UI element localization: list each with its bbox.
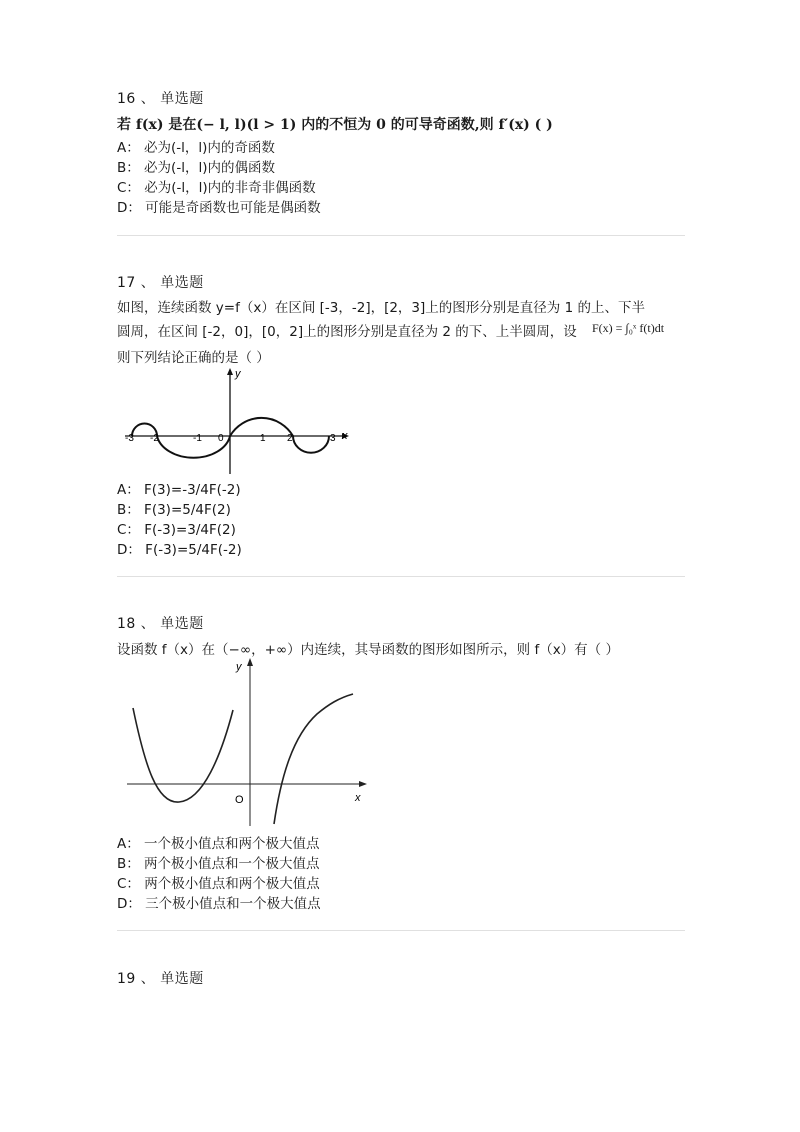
question-16-option-c[interactable]: C： 必为(-l，l)内的非奇非偶函数 (117, 180, 316, 196)
question-18-option-d[interactable]: D： 三个极小值点和一个极大值点 (117, 896, 321, 912)
question-18-option-b[interactable]: B： 两个极小值点和一个极大值点 (117, 856, 320, 872)
graph17-tick-label: 3 (330, 433, 336, 444)
question-17-stem-line-1: 如图，连续函数 y=f（x）在区间 [-3，-2]，[2，3]上的图形分别是直径为 1 的上、下半 (117, 300, 645, 316)
divider (117, 930, 685, 931)
question-17-option-b[interactable]: B： F(3)=5/4F(2) (117, 502, 231, 518)
question-17-option-c[interactable]: C： F(-3)=3/4F(2) (117, 522, 236, 538)
divider (117, 235, 685, 236)
question-17-integral-formula: F(x) = ∫₀ˣ f(t)dt (592, 321, 665, 335)
question-16-option-b[interactable]: B： 必为(-l，l)内的偶函数 (117, 160, 275, 176)
question-18-option-c[interactable]: C： 两个极小值点和两个极大值点 (117, 876, 320, 892)
question-18-graph (117, 656, 369, 828)
question-16-option-d[interactable]: D： 可能是奇函数也可能是偶函数 (117, 200, 321, 216)
graph17-tick-label: 0 (218, 433, 224, 444)
question-18-stem: 设函数 f（x）在（−∞，+∞）内连续，其导函数的图形如图所示，则 f（x）有（ ） (117, 642, 619, 658)
graph17-tick-label: 1 (260, 433, 266, 444)
graph17-x-label: x (342, 430, 348, 442)
graph17-tick-label: -1 (193, 433, 202, 444)
question-18-header: 18 、 单选题 (117, 616, 204, 632)
divider (117, 576, 685, 577)
question-17-graph (117, 366, 357, 478)
question-16-stem: 若 f(x) 是在(− l, l)(l > 1) 内的不恒为 0 的可导奇函数,则 f′(x) ( ) (117, 117, 553, 133)
question-17-option-a[interactable]: A： F(3)=-3/4F(-2) (117, 482, 241, 498)
question-18-option-a[interactable]: A： 一个极小值点和两个极大值点 (117, 836, 320, 852)
graph18-y-label: y (236, 661, 242, 673)
question-16-header: 16 、 单选题 (117, 91, 204, 107)
graph17-tick-label: -3 (125, 433, 134, 444)
question-17-option-d[interactable]: D： F(-3)=5/4F(-2) (117, 542, 242, 558)
question-17-stem-line-3: 则下列结论正确的是（ ） (117, 350, 270, 366)
graph17-tick-label: 2 (287, 433, 293, 444)
graph17-y-label: y (235, 368, 241, 380)
question-17-header: 17 、 单选题 (117, 275, 204, 291)
graph18-origin-label: O (235, 794, 244, 806)
question-16-option-a[interactable]: A： 必为(-l，l)内的奇函数 (117, 140, 275, 156)
graph18-x-label: x (355, 792, 361, 804)
graph17-tick-label: -2 (150, 433, 159, 444)
question-19-header: 19 、 单选题 (117, 971, 204, 987)
question-17-stem-line-2: 圆周，在区间 [-2，0]，[0，2]上的图形分别是直径为 2 的下、上半圆周，设 (117, 324, 577, 340)
